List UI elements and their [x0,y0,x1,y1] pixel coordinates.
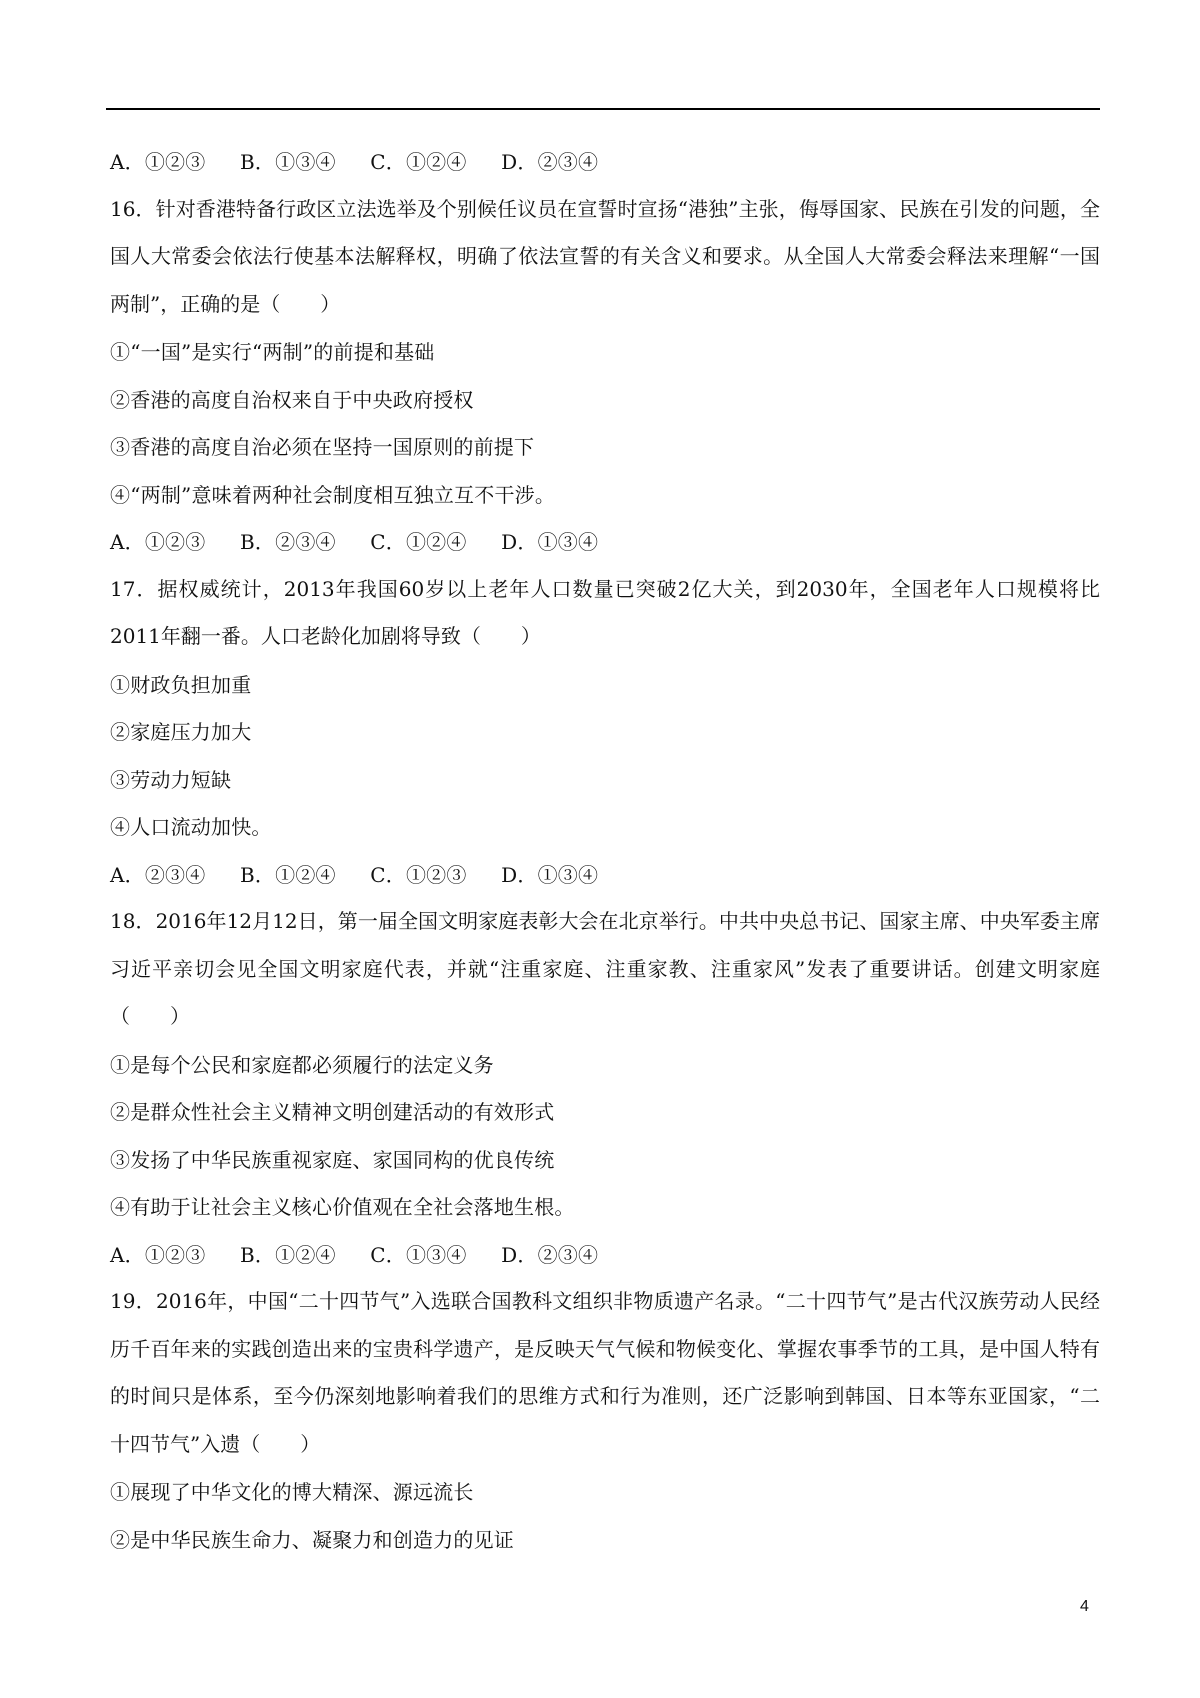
q17-stem: 17．据权威统计，2013年我国60岁以上老年人口数量已突破2亿大关，到2030年，全国老年人口规模将比2011年翻一番。人口老龄化加剧将导致（ ） [110,576,1100,649]
q17-item-2: ②家庭压力加大 [110,720,252,744]
q15-option-a: A．①②③ [110,150,206,174]
q16-options [110,530,1100,554]
q17-option-c: C．①②③ [370,862,467,887]
page-number: 4 [1080,1598,1089,1615]
q19-stem: 19．2016年，中国“二十四节气”入选联合国教科文组织非物质遗产名录。“二十四节气”是古代汉族劳动人民经历千百年来的实践创造出来的宝贵科学遗产，是反映天气气候和物候变化、掌握农事季节的工具，是中国人特有的时间只是体系，至今仍深刻地影响着我们的思维方式和行为准则，还广泛影响到韩国、日本等东亚国家，“二十四节气”入遗（ ） [110,1289,1100,1456]
q16-option-a: A．①②③ [110,530,206,554]
q18-options [110,1243,1100,1267]
q16-item-2: ②香港的高度自治权来自于中央政府授权 [110,387,474,412]
q18-stem: 18．2016年12月12日，第一届全国文明家庭表彰大会在北京举行。中共中央总书记、国家主席、中央军委主席习近平亲切会见全国文明家庭代表，并就“注重家庭、注重家教、注重家风”发表了重要讲话。创建文明家庭（ ） [110,909,1100,1029]
q15-option-d: D．②③④ [501,150,599,174]
q18-option-d: D．②③④ [501,1242,599,1267]
q17-item-3: ③劳动力短缺 [110,767,232,792]
q18-option-a: A．①②③ [110,1242,206,1267]
q15-option-b: B．①③④ [240,150,336,174]
q18-item-3: ③发扬了中华民族重视家庭、家国同构的优良传统 [110,1147,555,1172]
q16-stem: 16．针对香港特备行政区立法选举及个别候任议员在宣誓时宣扬“港独”主张，侮辱国家、民族在引发的问题，全国人大常委会依法行使基本法解释权，明确了依法宣誓的有关含义和要求。从全国人大常委会释法来理解“一国两制”，正确的是（ ） [110,196,1100,316]
document-body [110,150,1100,1575]
q18-option-c: C．①③④ [370,1242,467,1267]
q16-item-3: ③香港的高度自治必须在坚持一国原则的前提下 [110,435,535,459]
q17-item-4: ④人口流动加快。 [110,815,272,839]
header-rule [106,108,1100,110]
q17-option-a: A．②③④ [110,862,206,887]
q16-item-4: ④“两制”意味着两种社会制度相互独立互不干涉。 [110,482,556,507]
q17-option-b: B．①②④ [240,862,336,887]
q19-item-2: ②是中华民族生命力、凝聚力和创造力的见证 [110,1527,514,1552]
q17-item-1: ①财政负担加重 [110,672,252,697]
q15-options [110,150,1100,174]
q16-option-c: C．①②④ [370,530,467,554]
q18-item-1: ①是每个公民和家庭都必须履行的法定义务 [110,1052,494,1077]
q15-option-c: C．①②④ [370,150,467,174]
q19-item-1: ①展现了中华文化的博大精深、源远流长 [110,1480,474,1504]
q16-option-d: D．①③④ [501,530,599,554]
q17-options [110,863,1100,887]
q17-option-d: D．①③④ [501,862,599,887]
q16-item-1: ①“一国”是实行“两制”的前提和基础 [110,340,435,364]
q18-option-b: B．①②④ [240,1242,336,1267]
q16-option-b: B．②③④ [240,530,336,554]
q18-item-2: ②是群众性社会主义精神文明创建活动的有效形式 [110,1100,555,1124]
q18-item-4: ④有助于让社会主义核心价值观在全社会落地生根。 [110,1195,575,1219]
